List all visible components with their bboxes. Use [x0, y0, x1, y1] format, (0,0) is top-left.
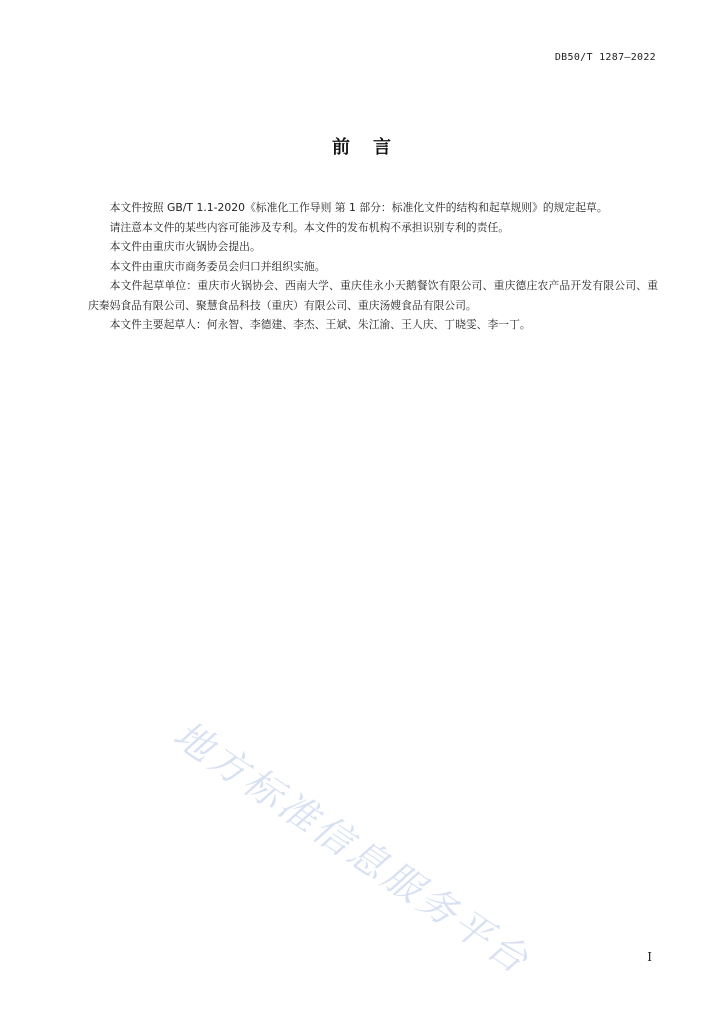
paragraph-drafting-rules: 本文件按照 GB/T 1.1-2020《标准化工作导则 第 1 部分：标准化文件的结构和起草规则》的规定起草。 — [109, 201, 608, 214]
paragraph-administrator: 本文件由重庆市商务委员会归口并组织实施。 — [109, 259, 326, 273]
paragraph-drafting-units: 本文件起草单位：重庆市火锅协会、西南大学、重庆佳永小天鹅餐饮有限公司、重庆德庄农产品开发有限公司、重庆秦妈食品有限公司、聚慧食品科技（重庆）有限公司、重庆汤嫂食品有限公司。 — [88, 279, 658, 312]
foreword-body — [88, 198, 658, 335]
document-code: DB50/T 1287—2022 — [554, 52, 656, 63]
paragraph-proposer: 本文件由重庆市火锅协会提出。 — [109, 240, 261, 253]
paragraph-drafters: 本文件主要起草人：何永智、李德建、李杰、王斌、朱江渝、王人庆、丁晓雯、李一丁。 — [109, 318, 531, 331]
paragraph-patent-notice: 请注意本文件的某些内容可能涉及专利。本文件的发布机构不承担识别专利的责任。 — [109, 220, 510, 234]
watermark-text: 地方标准信息服务平台 — [165, 712, 539, 984]
page-number: I — [647, 950, 652, 964]
title-part-1: 前 — [332, 137, 351, 158]
page-title — [0, 133, 724, 159]
title-part-2: 言 — [373, 137, 392, 158]
